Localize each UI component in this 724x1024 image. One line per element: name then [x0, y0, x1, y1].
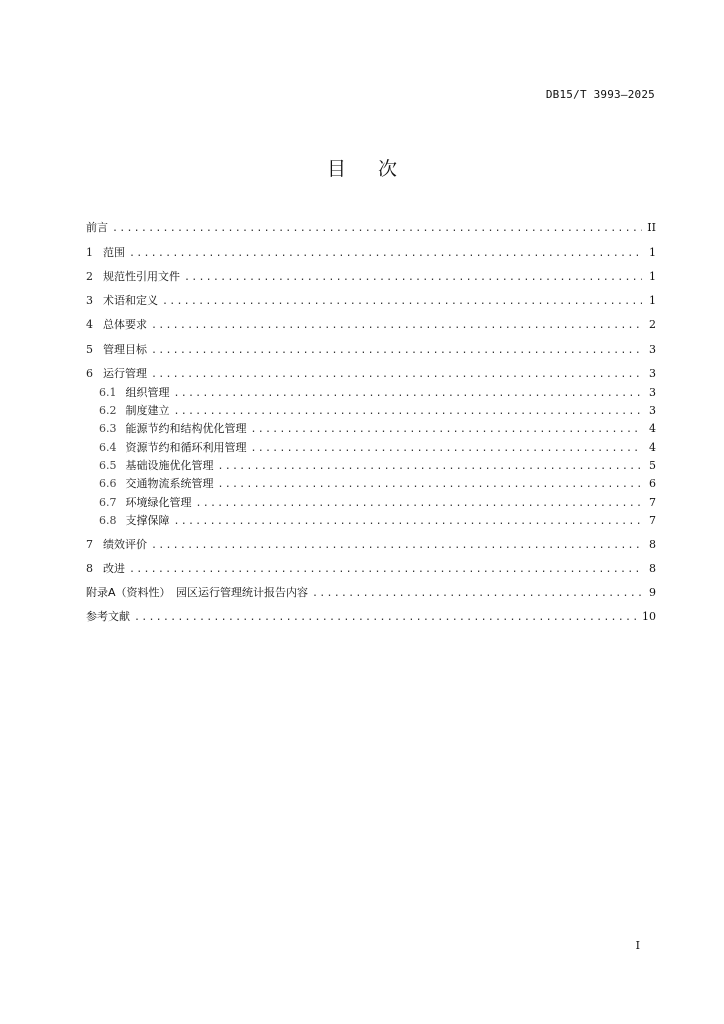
toc-entry-label: 规范性引用文件	[103, 270, 180, 283]
toc-entry-number: 6.6	[99, 477, 117, 490]
toc-entry-label: 改进	[103, 562, 125, 575]
toc-entry-label: 运行管理	[103, 367, 147, 380]
toc-entry-normative-references[interactable]	[86, 269, 656, 285]
toc-dot-leader	[184, 270, 642, 286]
toc-dot-leader	[251, 441, 643, 457]
toc-dot-leader	[151, 318, 642, 334]
toc-dot-leader	[162, 294, 642, 310]
toc-dot-leader	[312, 586, 642, 602]
toc-entry-label: 附录A（资料性） 园区运行管理统计报告内容	[86, 586, 309, 599]
toc-entry-number: 3	[86, 294, 93, 307]
toc-dot-leader	[129, 246, 642, 262]
toc-entry-number: 6	[86, 367, 93, 380]
toc-entry-bibliography[interactable]	[86, 609, 656, 625]
toc-dot-leader	[251, 422, 643, 438]
toc-dot-leader	[151, 367, 642, 383]
toc-entry-page: 8	[649, 538, 656, 551]
toc-entry-performance-evaluation[interactable]	[86, 537, 656, 553]
toc-entry-number: 8	[86, 562, 93, 575]
toc-entry-number: 2	[86, 270, 93, 283]
toc-entry-label: 基础设施优化管理	[125, 459, 214, 472]
toc-entry-number: 6.4	[99, 441, 117, 454]
toc-entry-page: 5	[649, 459, 656, 472]
toc-dot-leader	[134, 610, 638, 626]
toc-entry-6-7[interactable]	[99, 495, 656, 511]
toc-dot-leader	[174, 514, 643, 530]
toc-entry-label: 组织管理	[125, 386, 170, 399]
toc-entry-6-5[interactable]	[99, 458, 656, 474]
toc-dot-leader	[151, 538, 642, 554]
toc-entry-number: 4	[86, 318, 93, 331]
toc-entry-page: 7	[649, 496, 656, 509]
toc-entry-number: 6.3	[99, 422, 117, 435]
toc-dot-leader	[196, 496, 643, 512]
toc-dot-leader	[174, 386, 643, 402]
toc-entry-page: 4	[649, 441, 656, 454]
toc-entry-number: 6.2	[99, 404, 117, 417]
toc-entry-foreword[interactable]	[86, 220, 656, 236]
toc-entry-number: 6.5	[99, 459, 117, 472]
toc-entry-page: 1	[649, 246, 656, 259]
document-code: DB15/T 3993—2025	[545, 88, 655, 101]
toc-entry-page: 1	[649, 294, 656, 307]
toc-entry-page: II	[647, 221, 656, 234]
toc-dot-leader	[218, 459, 643, 475]
toc-dot-leader	[112, 221, 642, 237]
toc-entry-label: 环境绿化管理	[125, 496, 192, 509]
toc-entry-label: 术语和定义	[103, 294, 158, 307]
toc-entry-number: 5	[86, 343, 93, 356]
toc-entry-6-4[interactable]	[99, 440, 656, 456]
toc-entry-page: 7	[649, 514, 656, 527]
toc-entry-label: 交通物流系统管理	[125, 477, 214, 490]
toc-entry-6-2[interactable]	[99, 403, 656, 419]
toc-entry-page: 3	[649, 386, 656, 399]
toc-entry-6-8[interactable]	[99, 513, 656, 529]
toc-entry-label: 范围	[103, 246, 125, 259]
toc-entry-page: 6	[649, 477, 656, 490]
toc-entry-page: 10	[642, 610, 656, 623]
toc-entry-label: 制度建立	[125, 404, 170, 417]
toc-entry-general-requirements[interactable]	[86, 317, 656, 333]
toc-entry-scope[interactable]	[86, 245, 656, 261]
toc-entry-improvement[interactable]	[86, 561, 656, 577]
toc-entry-page: 1	[649, 270, 656, 283]
toc-entry-page: 9	[649, 586, 656, 599]
page-title: 目次	[326, 158, 429, 180]
toc-entry-page: 3	[649, 367, 656, 380]
toc-entry-page: 4	[649, 422, 656, 435]
toc-entry-number: 6.8	[99, 514, 117, 527]
toc-entry-operation-management[interactable]	[86, 366, 656, 382]
toc-entry-page: 2	[649, 318, 656, 331]
toc-entry-page: 3	[649, 343, 656, 356]
toc-entry-label: 资源节约和循环利用管理	[125, 441, 247, 454]
toc-dot-leader	[218, 477, 643, 493]
toc-dot-leader	[174, 404, 643, 420]
toc-entry-number: 6.7	[99, 496, 117, 509]
toc-entry-number: 6.1	[99, 386, 117, 399]
toc-entry-label: 参考文献	[86, 610, 130, 623]
toc-entry-page: 3	[649, 404, 656, 417]
toc-entry-number: 7	[86, 538, 93, 551]
toc-dot-leader	[129, 562, 642, 578]
toc-entry-page: 8	[649, 562, 656, 575]
toc-entry-6-1[interactable]	[99, 385, 656, 401]
toc-entry-label: 前言	[86, 221, 108, 234]
toc-entry-6-3[interactable]	[99, 421, 656, 437]
toc-entry-terms-definitions[interactable]	[86, 293, 656, 309]
toc-entry-label: 管理目标	[103, 343, 147, 356]
toc-entry-label: 支撑保障	[125, 514, 170, 527]
toc-entry-management-objectives[interactable]	[86, 342, 656, 358]
toc-entry-label: 绩效评价	[103, 538, 147, 551]
toc-entry-label: 能源节约和结构优化管理	[125, 422, 247, 435]
toc-dot-leader	[151, 343, 642, 359]
toc-entry-number: 1	[86, 246, 93, 259]
toc-entry-6-6[interactable]	[99, 476, 656, 492]
toc-entry-appendix-a[interactable]	[86, 585, 656, 601]
toc-entry-label: 总体要求	[103, 318, 147, 331]
page-number: I	[635, 939, 640, 952]
